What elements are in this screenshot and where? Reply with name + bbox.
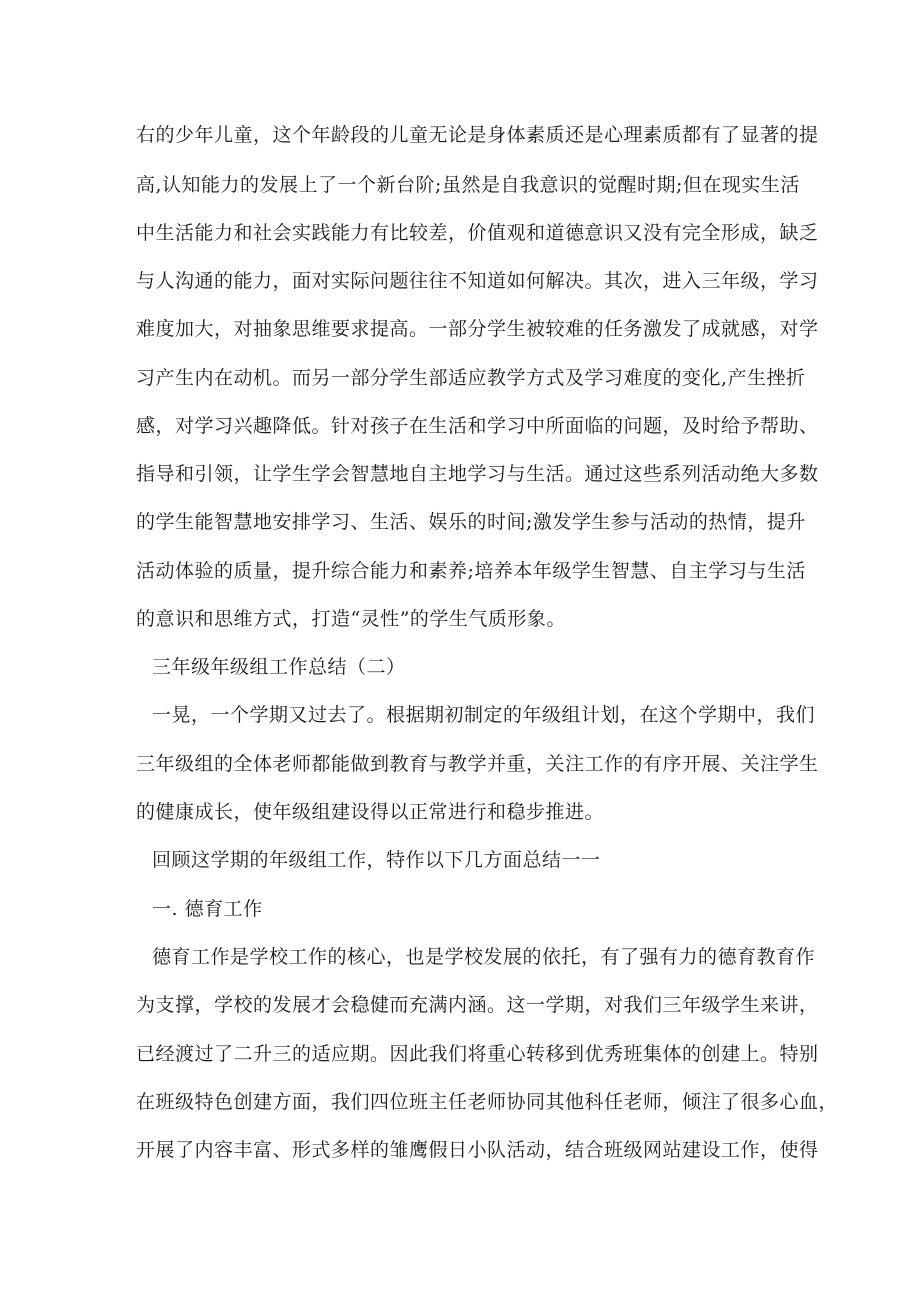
paragraph-line: 开展了内容丰富、形式多样的雏鹰假日小队活动，结合班级网站建设工作，使得 bbox=[136, 1139, 819, 1161]
paragraph-line: 感，对学习兴趣降低。针对孩子在生活和学习中所面临的问题，及时给予帮助、 bbox=[136, 415, 819, 437]
paragraph-line: 中生活能力和社会实践能力有比较差，价值观和道德意识又没有完全形成，缺乏 bbox=[136, 222, 819, 244]
paragraph-line: 指导和引领，让学生学会智慧地自主地学习与生活。通过这些系列活动绝大多数 bbox=[136, 463, 819, 485]
paragraph-line: 的意识和思维方式，打造“灵性”的学生气质形象。 bbox=[136, 608, 566, 630]
paragraph-line: 回顾这学期的年级组工作，特作以下几方面总结一一 bbox=[152, 849, 601, 871]
paragraph-line: 难度加大，对抽象思维要求提高。一部分学生被较难的任务激发了成就感，对学 bbox=[136, 318, 819, 340]
paragraph-line: 一晃，一个学期又过去了。根据期初制定的年级组计划，在这个学期中，我们 bbox=[152, 704, 816, 726]
section-heading: 三年级年级组工作总结（二） bbox=[152, 656, 406, 678]
paragraph-line: 已经渡过了二升三的适应期。因此我们将重心转移到优秀班集体的创建上。特别 bbox=[136, 1043, 819, 1065]
paragraph-line: 德育工作是学校工作的核心，也是学校发展的依托，有了强有力的德育教育作 bbox=[152, 946, 816, 968]
paragraph-line: 在班级特色创建方面，我们四位班主任老师协同其他科任老师，倾注了很多心血， bbox=[136, 1091, 839, 1113]
paragraph-line: 为支撑，学校的发展才会稳健而充满内涵。这一学期，对我们三年级学生来讲， bbox=[136, 994, 819, 1016]
subsection-heading: 一. 德育工作 bbox=[152, 898, 263, 920]
paragraph-line: 的学生能智慧地安排学习、生活、娱乐的时间;激发学生参与活动的热情，提升 bbox=[136, 511, 806, 533]
paragraph-line: 三年级组的全体老师都能做到教育与教学并重，关注工作的有序开展、关注学生 bbox=[136, 753, 819, 775]
paragraph-line: 右的少年儿童，这个年龄段的儿童无论是身体素质还是心理素质都有了显著的提 bbox=[136, 124, 819, 146]
paragraph-line: 与人沟通的能力，面对实际问题往往不知道如何解决。其次，进入三年级，学习 bbox=[136, 270, 819, 292]
paragraph-line: 高,认知能力的发展上了一个新台阶;虽然是自我意识的觉醒时期;但在现实生活 bbox=[136, 174, 800, 196]
paragraph-line: 习产生内在动机。而另一部分学生部适应教学方式及学习难度的变化,产生挫折 bbox=[136, 367, 806, 389]
paragraph-line: 的健康成长，使年级组建设得以正常进行和稳步推进。 bbox=[136, 801, 605, 823]
paragraph-line: 活动体验的质量，提升综合能力和素养;培养本年级学生智慧、自主学习与生活 bbox=[136, 560, 806, 582]
